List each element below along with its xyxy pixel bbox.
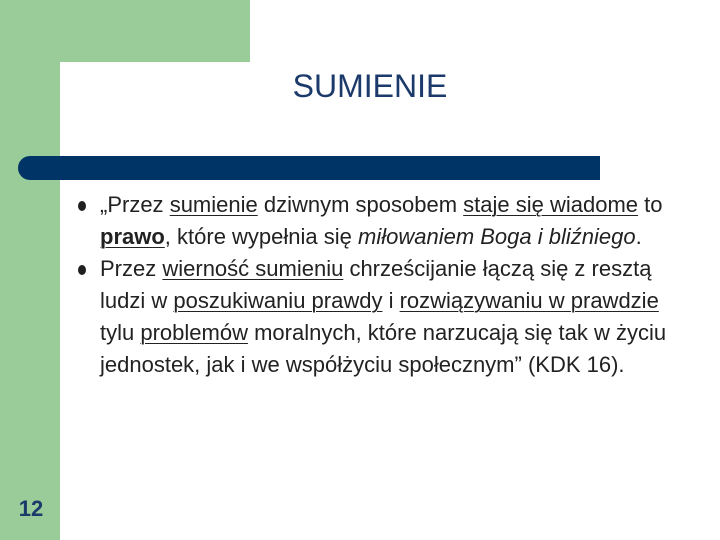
bullet-text-segment: i (382, 288, 400, 313)
bullet-text-segment: sumienie (169, 192, 258, 217)
bullet-item (78, 253, 678, 381)
bullet-icon (78, 265, 86, 275)
slide-title: SUMIENIE (292, 68, 448, 104)
title-divider-bar (18, 156, 600, 180)
bullet-text-segment: prawo (100, 224, 165, 249)
bullet-item (78, 189, 678, 253)
bullet-icon (78, 201, 86, 211)
bullet-text-segment: miłowaniem Boga i bliźniego (358, 224, 636, 249)
bullet-text-segment: „Przez (100, 192, 170, 217)
bullet-text-segment: . (635, 224, 642, 249)
bullet-text-segment: moralnych, które narzucają się tak w życiu jednostek, jak i we współżyciu społecznym” (KDK 16). (100, 320, 667, 377)
bullet-text-segment: to (638, 192, 663, 217)
left-sidebar-decoration (0, 0, 60, 540)
bullet-text-segment: problemów (140, 320, 248, 345)
bullet-text-segment: staje się wiadome (463, 192, 639, 217)
bullet-text-segment: dziwnym sposobem (257, 192, 464, 217)
bullet-text-segment: rozwiązywaniu w prawdzie (399, 288, 659, 313)
bullet-text-segment: chrześcijanie łączą się z resztą ludzi w (100, 256, 652, 313)
bullet-text-segment: tylu (100, 320, 141, 345)
bullet-text-segment: poszukiwaniu prawdy (173, 288, 383, 313)
bullet-text-segment: wierność sumieniu (162, 256, 344, 281)
page-number: 12 (18, 496, 44, 521)
bullet-text-segment: Przez (100, 256, 163, 281)
bullet-list (78, 189, 678, 381)
bullet-text-segment: , które wypełnia się (164, 224, 358, 249)
